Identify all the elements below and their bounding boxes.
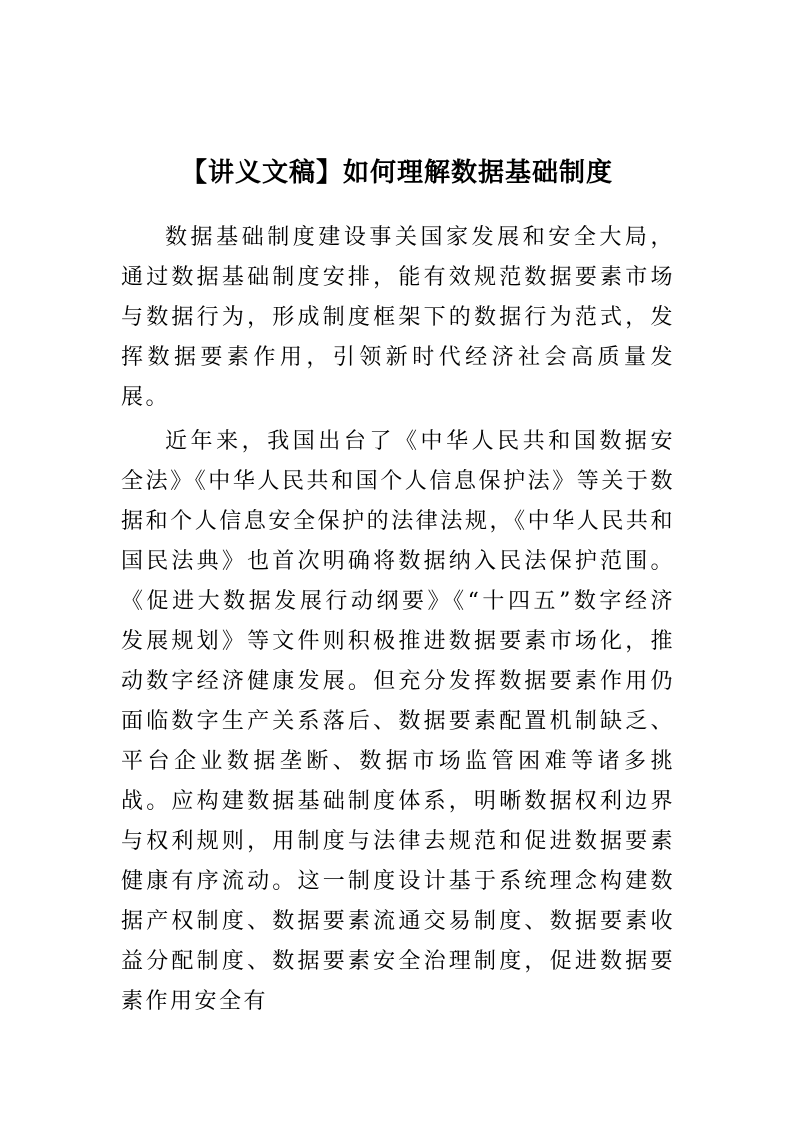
document-title: 【讲义文稿】如何理解数据基础制度 — [180, 158, 613, 189]
paragraph-2: 近年来，我国出台了《中华人民共和国数据安全法》《中华人民共和国个人信息保护法》等关于数据和个人信息安全保护的法律法规，《中华人民共和国民法典》也首次明确将数据纳入民法保护范围。《促进大数据发展行动纲要》《“十四五”数字经济发展规划》等文件则积极推进数据要素市场化，推动数字经济健康发展。但充分发挥数据要素作用仍面临数字生产关系落后、数据要素配置机制缺乏、平台企业数据垄断、数据市场监管困难等诸多挑战。应构建数据基础制度体系，明晰数据权利边界与权利规则，用制度与法律去规范和促进数据要素健康有序流动。这一制度设计基于系统理念构建数据产权制度、数据要素流通交易制度、数据要素收益分配制度、数据要素安全治理制度，促进数据要素作用安全有 — [121, 429, 675, 1014]
paragraph-1: 数据基础制度建设事关国家发展和安全大局，通过数据基础制度安排，能有效规范数据要素市场与数据行为，形成制度框架下的数据行为范式，发挥数据要素作用，引领新时代经济社会高质量发展。 — [121, 225, 675, 410]
